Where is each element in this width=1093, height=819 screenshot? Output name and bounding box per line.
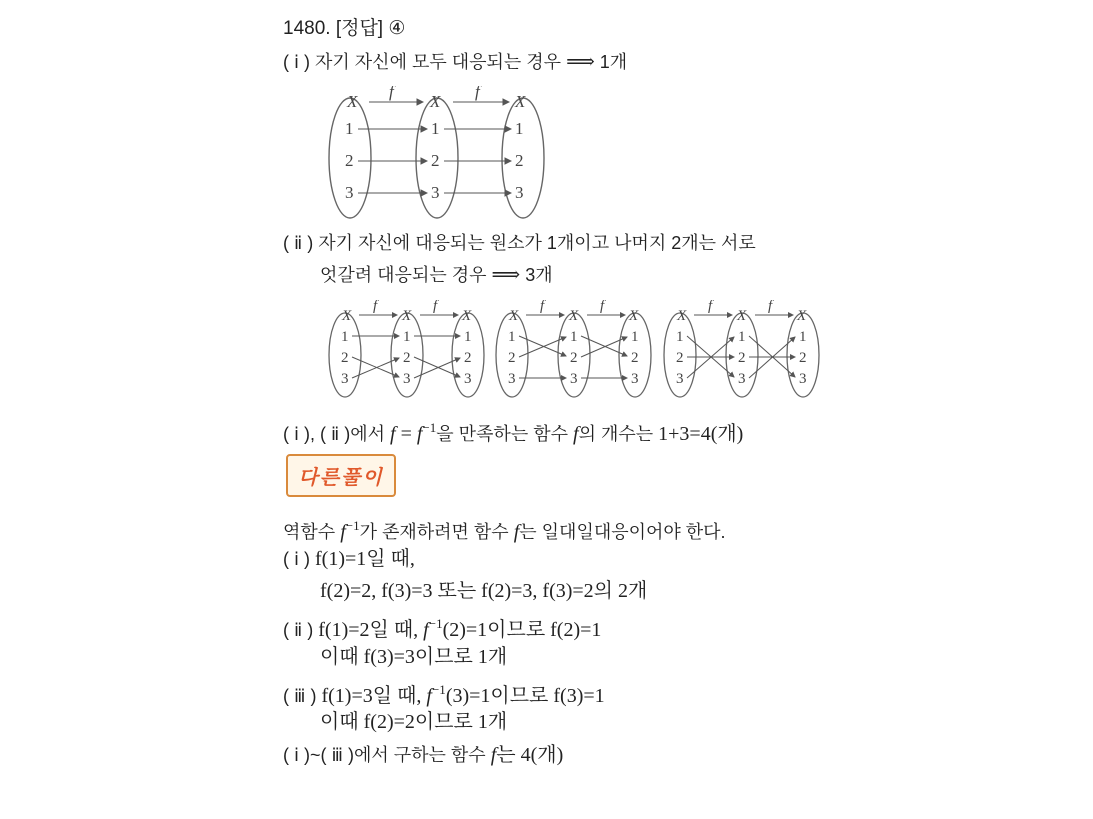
element-2: 2 xyxy=(631,350,639,366)
alt-iii-label: ( ⅲ ) xyxy=(283,686,317,706)
set-x-label: X xyxy=(430,92,441,111)
alternative-solution-badge xyxy=(286,454,396,497)
function-f: f xyxy=(490,744,497,766)
alt-ii-detail: 이때 f(3)=3이므로 1개 xyxy=(320,646,508,668)
conclusion-prefix: ( ⅰ ), ( ⅱ )에서 xyxy=(283,424,385,444)
element-3: 3 xyxy=(799,371,807,387)
element-1: 1 xyxy=(799,329,807,345)
set-x-label: X xyxy=(629,308,639,324)
function-f: f xyxy=(513,521,520,543)
map-f-label: f xyxy=(600,300,605,314)
alt-final xyxy=(283,743,563,767)
conclusion-middle: 을 만족하는 함수 xyxy=(436,424,568,444)
identity-mapping-diagram xyxy=(325,86,555,221)
case2-text1: 자기 자신에 대응되는 원소가 1개이고 나머지 2개는 서로 xyxy=(318,233,756,253)
badge-text: 다른풀이 xyxy=(298,467,384,489)
element-2: 2 xyxy=(431,151,440,170)
element-3: 3 xyxy=(515,183,524,202)
element-2: 2 xyxy=(464,350,472,366)
set-x-label: X xyxy=(677,308,687,324)
element-2: 2 xyxy=(570,350,578,366)
element-1: 1 xyxy=(570,329,578,345)
function-f: f xyxy=(573,423,579,445)
swap-23-diagram xyxy=(325,300,490,400)
set-x-label: X xyxy=(462,308,472,324)
element-1: 1 xyxy=(631,329,639,345)
function-f: f xyxy=(423,619,429,641)
element-3: 3 xyxy=(631,371,639,387)
set-x-label: X xyxy=(797,308,807,324)
alt-final-prefix: ( ⅰ )~( ⅲ )에서 구하는 함수 xyxy=(283,745,486,765)
case2-arrow: ⟹ xyxy=(491,264,521,286)
element-1: 1 xyxy=(508,329,516,345)
element-3: 3 xyxy=(464,371,472,387)
set-x-label: X xyxy=(342,308,352,324)
element-2: 2 xyxy=(403,350,411,366)
alt-final-suffix: 는 4(개) xyxy=(496,744,564,766)
element-2: 2 xyxy=(799,350,807,366)
case1-arrow: ⟹ xyxy=(566,51,595,73)
function-f: f xyxy=(340,521,346,543)
case2-count: 3개 xyxy=(525,265,553,285)
map-f-label: f xyxy=(433,300,438,314)
element-2: 2 xyxy=(676,350,684,366)
alt-ii-inv: (2)=1이므로 f(2)=1 xyxy=(442,619,602,641)
alt-line1 xyxy=(283,514,726,544)
element-3: 3 xyxy=(345,183,354,202)
map-f-label: f xyxy=(708,300,713,314)
alt-line1-a: 역함수 xyxy=(283,522,336,542)
element-1: 1 xyxy=(676,329,684,345)
element-2: 2 xyxy=(341,350,349,366)
conclusion-line xyxy=(283,416,743,446)
case1-line xyxy=(283,50,627,74)
element-1: 1 xyxy=(345,119,354,138)
map-f-label: f xyxy=(768,300,773,314)
alt-i-cond: f(1)=1일 때, xyxy=(315,548,415,570)
case1-text: 자기 자신에 모두 대응되는 경우 xyxy=(315,52,562,72)
set-x-label: X xyxy=(569,308,579,324)
case2-text2: 엇갈려 대응되는 경우 xyxy=(320,265,487,285)
case1-label: ( ⅰ ) xyxy=(283,52,310,72)
element-1: 1 xyxy=(515,119,524,138)
alt-iii-inv: (3)=1이므로 f(3)=1 xyxy=(445,685,605,707)
inverse-exponent: −1 xyxy=(422,420,437,435)
element-3: 3 xyxy=(738,371,746,387)
map-f-label: f xyxy=(540,300,545,314)
case2-line2 xyxy=(320,263,553,287)
alt-case-iii xyxy=(283,678,605,708)
alt-ii-cond: f(1)=2일 때, xyxy=(318,619,419,641)
map-f-label: f xyxy=(389,86,394,101)
alt-line1-c: 는 일대일대응이어야 한다. xyxy=(519,522,726,542)
inverse-exponent: −1 xyxy=(345,518,360,533)
map-f-label: f xyxy=(475,86,480,101)
swap-13-diagram xyxy=(660,300,825,400)
element-1: 1 xyxy=(403,329,411,345)
alt-i-label: ( ⅰ ) xyxy=(283,549,310,569)
eq-left: f xyxy=(390,423,396,445)
element-3: 3 xyxy=(341,371,349,387)
case1-count: 1개 xyxy=(599,52,628,72)
element-2: 2 xyxy=(515,151,524,170)
alt-case-i-detail xyxy=(320,579,647,603)
alt-case-ii xyxy=(283,612,601,642)
case2-label: ( ⅱ ) xyxy=(283,233,314,253)
swap-12-diagram xyxy=(492,300,657,400)
alt-line1-b: 가 존재하려면 함수 xyxy=(359,522,509,542)
element-1: 1 xyxy=(431,119,440,138)
element-3: 3 xyxy=(676,371,684,387)
conclusion-suffix: 의 개수는 xyxy=(578,424,654,444)
set-x-label: X xyxy=(515,92,526,111)
alt-case-ii-detail xyxy=(320,645,507,669)
inverse-exponent: −1 xyxy=(428,616,443,631)
inverse-exponent: −1 xyxy=(431,682,446,697)
eq-sign: = xyxy=(395,423,417,445)
alt-iii-detail: 이때 f(2)=2이므로 1개 xyxy=(320,711,508,733)
element-3: 3 xyxy=(403,371,411,387)
element-2: 2 xyxy=(738,350,746,366)
alt-ii-label: ( ⅱ ) xyxy=(283,620,314,640)
case2-line1 xyxy=(283,231,756,255)
set-x-label: X xyxy=(402,308,412,324)
problem-title: 1480. [정답] ④ xyxy=(283,18,406,39)
element-3: 3 xyxy=(508,371,516,387)
set-x-label: X xyxy=(347,92,358,111)
element-2: 2 xyxy=(508,350,516,366)
element-1: 1 xyxy=(738,329,746,345)
alt-case-i xyxy=(283,547,415,571)
set-x-label: X xyxy=(737,308,747,324)
element-3: 3 xyxy=(570,371,578,387)
alt-case-iii-detail xyxy=(320,710,507,734)
conclusion-result: 1+3=4(개) xyxy=(658,423,744,445)
element-2: 2 xyxy=(345,151,354,170)
eq-right: f xyxy=(416,423,423,445)
function-f: f xyxy=(426,685,432,707)
alt-i-detail: f(2)=2, f(3)=3 또는 f(2)=3, f(3)=2의 2개 xyxy=(320,580,648,602)
map-f-label: f xyxy=(373,300,378,314)
alt-iii-cond: f(1)=3일 때, xyxy=(321,685,422,707)
set-x-label: X xyxy=(509,308,519,324)
element-1: 1 xyxy=(464,329,472,345)
element-3: 3 xyxy=(431,183,440,202)
element-1: 1 xyxy=(341,329,349,345)
